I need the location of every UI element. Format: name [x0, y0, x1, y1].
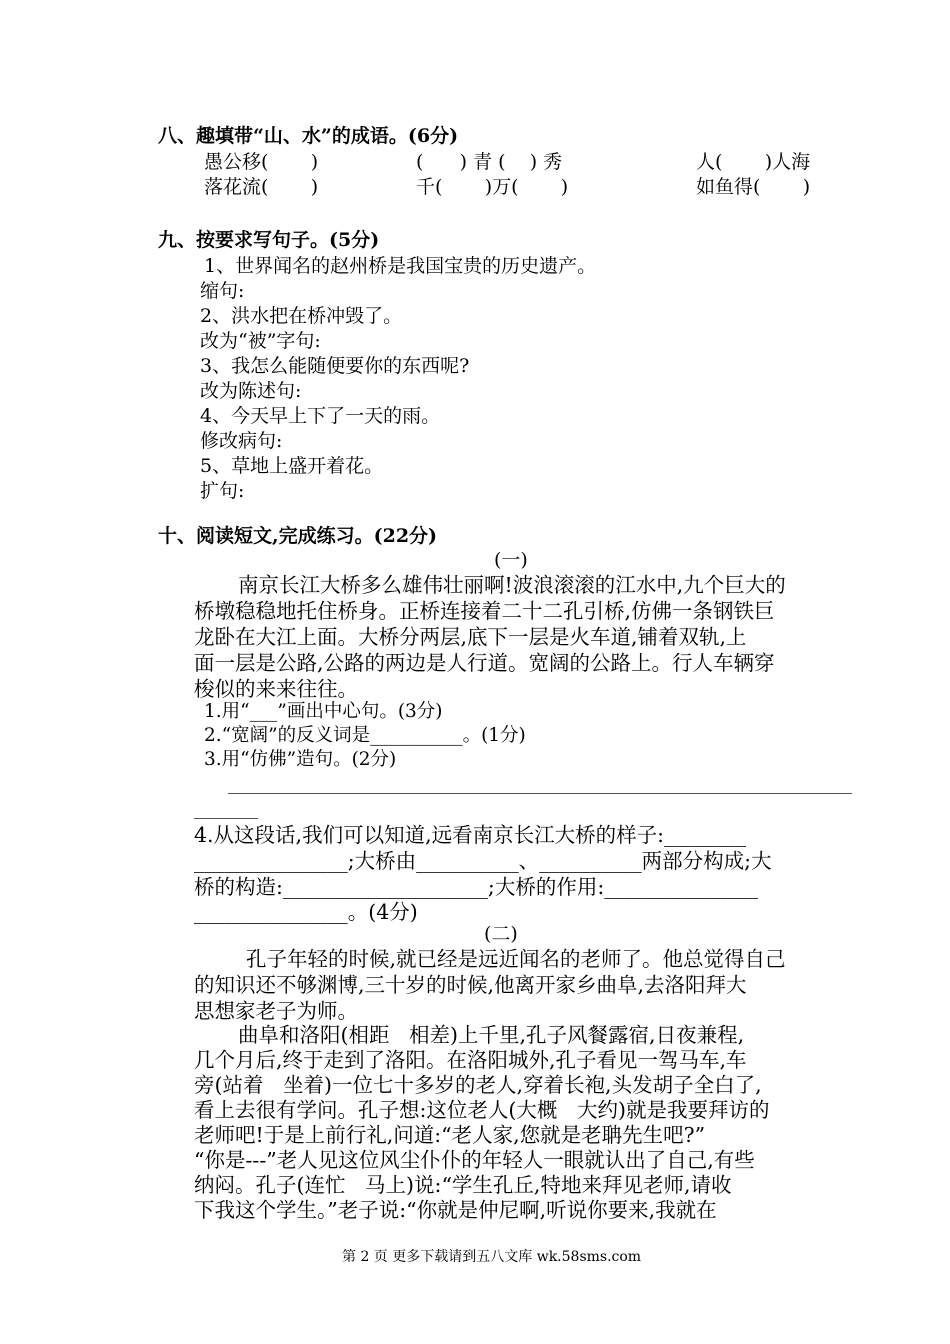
sentence-item: 4、今天早上下了一天的雨。: [200, 405, 441, 427]
idiom-blank-5: 千( )万( ): [416, 176, 569, 198]
passage-2-line: 几个月后,终于走到了洛阳。在洛阳城外,孔子看见一驾马车,车: [194, 1048, 747, 1072]
answer-line: [228, 793, 852, 794]
passage-2-line: “你是---”老人见这位风尘仆仆的年轻人一眼就认出了自己,有些: [194, 1148, 755, 1172]
section-8-heading: 八、趣填带“山、水”的成语。(6分): [158, 125, 459, 147]
sentence-task: 修改病句:: [200, 430, 283, 452]
passage-2-title: (二): [484, 923, 518, 945]
passage-2-line: 看上去很有学问。孔子想:这位老人(大概 大约)就是我要拜访的: [194, 1098, 770, 1122]
question-3: 3.用“仿佛”造句。(2分): [204, 749, 397, 770]
sentence-task: 改为“被”字句:: [200, 330, 321, 352]
sentence-task: 改为陈述句:: [200, 380, 302, 402]
question-4-line: 桥的构造:____________________;大桥的作用:_______________: [194, 875, 758, 899]
idiom-blank-2: ( ) 青 ( ) 秀: [416, 151, 563, 173]
sentence-item: 1、世界闻名的赵州桥是我国宝贵的历史遗产。: [204, 255, 597, 277]
idiom-blank-1: 愚公移( ): [204, 151, 319, 173]
passage-2-line: 老师吧!于是上前行礼,问道:“老人家,您就是老聃先生吧?”: [194, 1123, 706, 1147]
idiom-blank-3: 人( )人海: [696, 151, 811, 173]
passage-2-line: 孔子年轻的时候,就已经是远近闻名的老师了。他总觉得自己: [246, 947, 786, 971]
passage-2-line: 旁(站着 坐着)一位七十多岁的老人,穿着长袍,头发胡子全白了,: [194, 1073, 762, 1097]
question-4-line: 4.从这段话,我们可以知道,远看南京长江大桥的样子:________: [194, 823, 746, 847]
passage-1-line: 南京长江大桥多么雄伟壮丽啊!波浪滚滚的江水中,九个巨大的: [238, 573, 786, 597]
page-footer: 第 2 页 更多下载请到五八文库 wk.58sms.com: [342, 1249, 642, 1265]
passage-2-line: 思想家老子为师。: [194, 999, 358, 1023]
question-1: 1.用“___”画出中心句。(3分): [204, 701, 443, 722]
idiom-blank-6: 如鱼得( ): [696, 176, 811, 198]
sentence-task: 扩句:: [200, 480, 245, 502]
sentence-item: 5、草地上盛开着花。: [200, 455, 384, 477]
sentence-item: 3、我怎么能随便要你的东西呢?: [200, 355, 470, 377]
passage-1-line: 桥墩稳稳地托住桥身。正桥连接着二十二孔引桥,仿佛一条钢铁巨: [194, 599, 775, 623]
answer-line: [194, 818, 258, 819]
idiom-blank-4: 落花流( ): [204, 176, 319, 198]
passage-2-line: 纳闷。孔子(连忙 马上)说:“学生孔丘,特地来拜见老师,请收: [194, 1173, 732, 1197]
passage-2-line: 的知识还不够渊博,三十岁的时候,他离开家乡曲阜,去洛阳拜大: [194, 973, 747, 997]
passage-2-line: 曲阜和洛阳(相距 相差)上千里,孔子风餐露宿,日夜兼程,: [238, 1023, 745, 1047]
passage-2-line: 下我这个学生。”老子说:“你就是仲尼啊,听说你要来,我就在: [194, 1198, 717, 1222]
sentence-task: 缩句:: [200, 280, 245, 302]
sentence-item: 2、洪水把在桥冲毁了。: [200, 305, 403, 327]
passage-1-line: 面一层是公路,公路的两边是人行道。宽阔的公路上。行人车辆穿: [194, 651, 775, 675]
section-10-heading: 十、阅读短文,完成练习。(22分): [158, 525, 438, 547]
passage-1-title: (一): [494, 549, 528, 571]
section-9-heading: 九、按要求写句子。(5分): [158, 229, 380, 251]
passage-1-line: 龙卧在大江上面。大桥分两层,底下一层是火车道,铺着双轨,上: [194, 625, 747, 649]
question-4-line: _______________;大桥由__________、__________两部分构成;大: [194, 849, 772, 873]
question-4-line: _______________。(4分): [194, 900, 418, 924]
passage-1-line: 梭似的来来往往。: [194, 677, 358, 701]
question-2: 2.“宽阔”的反义词是__________。(1分): [204, 725, 526, 746]
